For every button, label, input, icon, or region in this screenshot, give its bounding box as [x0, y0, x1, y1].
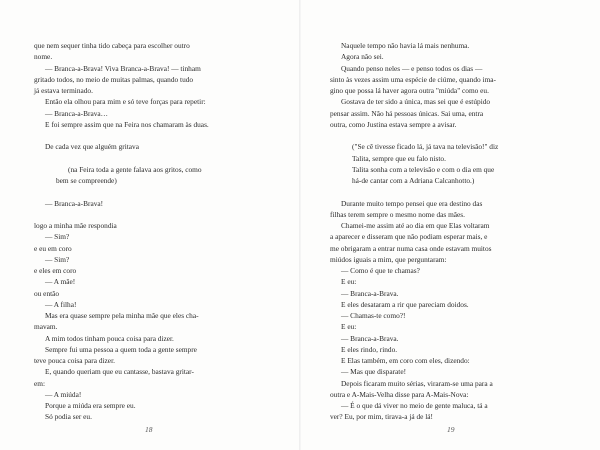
text-line: outra e A-Mais-Velha disse para A-Mais-Nova:: [330, 389, 469, 399]
text-line: E eu:: [341, 322, 357, 332]
text-line: (na Feira toda a gente falava aos gritos, como: [68, 164, 202, 174]
text-line: — Branca-a-Brava…: [45, 108, 109, 118]
text-line: mavam.: [34, 322, 58, 332]
text-line: Gostava de ter sido a única, mas sei que é estúpido: [341, 97, 491, 107]
text-line: — Chamas-te como?!: [341, 311, 406, 320]
text-line: Quando penso neles — e penso todos os dias —: [341, 63, 483, 73]
text-line: miúdos iguais a mim, que perguntaram:: [330, 254, 447, 264]
text-line: — Sim?: [45, 254, 70, 264]
text-line: há-de cantar com a Adriana Calcanhotto.): [352, 176, 475, 185]
text-line: E Elas também, em coro com eles, dizendo:: [341, 356, 470, 365]
text-line: E eu:: [341, 277, 357, 287]
text-line: em:: [34, 378, 46, 388]
text-line: — Branca-a-Brava.: [341, 333, 399, 343]
text-line: E foi sempre assim que na Feira nos chamaram às duas.: [45, 119, 209, 129]
text-line: — Mas que disparate!: [341, 367, 407, 377]
text-line: e eles em coro: [34, 266, 77, 275]
left-page-text: [34, 40, 270, 423]
text-line: Agora não sei.: [341, 52, 384, 62]
text-line: — Branca-a-Brava.: [341, 288, 399, 298]
text-line: Sempre fui uma pessoa a quem toda a gente sempre: [45, 344, 197, 354]
text-line: Talita sonha com a televisão e com o dia em que: [352, 164, 495, 174]
text-line: — Como é que te chamas?: [341, 266, 420, 275]
text-line: já estava terminado.: [34, 86, 93, 95]
text-line: — A mãe!: [45, 277, 76, 287]
text-line: Depois ficaram muito sérias, viraram-se uma para a: [341, 378, 493, 388]
text-line: me obrigaram a entrar numa casa onde estavam muitos: [330, 243, 492, 253]
text-line: — É o que dá viver no meio de gente maluca, tá a: [341, 401, 488, 410]
text-line: Talita, sempre que eu falo nisto.: [352, 153, 446, 163]
text-line: gritado todos, no meio de muitas palmas, quando tudo: [34, 74, 194, 84]
text-line: — Sim?: [45, 232, 70, 242]
text-line: bem se compreende): [56, 176, 117, 185]
text-line: — A filha!: [45, 299, 77, 309]
page-number-right: 19: [447, 425, 455, 434]
right-page-text: [330, 40, 566, 423]
text-line: ou então: [34, 288, 60, 298]
text-line: teve pouca coisa para dizer.: [34, 356, 115, 365]
text-line: E eles rindo, rindo.: [341, 344, 398, 354]
text-line: outra, como Justina estava sempre a avisar.: [330, 119, 457, 129]
text-line: A mim todos tinham pouca coisa para dizer.: [45, 333, 174, 343]
text-line: Mas era quase sempre pela minha mãe que eles cha-: [45, 311, 199, 320]
text-line: a aparecer e disseram que não podiam esperar mais, e: [330, 232, 488, 242]
text-line: — Branca-a-Brava!: [45, 198, 104, 208]
text-line: E, quando queriam que eu cantasse, bastava gritar-: [45, 367, 194, 377]
text-line: — Branca-a-Brava! Viva Branca-a-Brava! — tinham: [45, 63, 201, 73]
text-line: e eu em coro: [34, 243, 72, 253]
text-line: sinto às vezes assim uma espécie de ciúme, quando ima-: [330, 74, 496, 84]
text-line: pensar assim. Não há pessoas únicas. Sai uma, entra: [330, 108, 484, 118]
text-line: Durante muito tempo pensei que era destino das: [341, 198, 483, 208]
text-line: nome.: [34, 52, 53, 62]
text-line: Então ela olhou para mim e só teve forças para repetir:: [45, 97, 206, 107]
text-line: que nem sequer tinha tido cabeça para escolher outro: [34, 41, 190, 50]
text-line: De cada vez que alguém gritava: [45, 142, 139, 152]
text-line: ver? Eu, por mim, tirava-a já de lá!: [330, 412, 433, 422]
text-line: Porque a miúda era sempre eu.: [45, 401, 136, 410]
text-line: Chamei-me assim até ao dia em que Elas voltaram: [341, 221, 490, 230]
text-line: logo a minha mãe respondia: [34, 221, 117, 230]
text-line: — A miúda!: [45, 389, 82, 399]
text-line: ("Se cê tivesse ficado lá, já tava na televisão!" diz: [352, 142, 499, 152]
text-line: E eles desataram a rir que pareciam doidos.: [341, 299, 469, 309]
text-line: Só podia ser eu.: [45, 412, 92, 422]
text-line: gino que possa lá haver agora outra "miúda" como eu.: [330, 86, 489, 95]
page-number-left: 18: [145, 425, 153, 434]
text-line: Naquele tempo não havia lá mais nenhuma.: [341, 41, 470, 50]
text-line: filhas terem sempre o mesmo nome das mães.: [330, 209, 466, 219]
